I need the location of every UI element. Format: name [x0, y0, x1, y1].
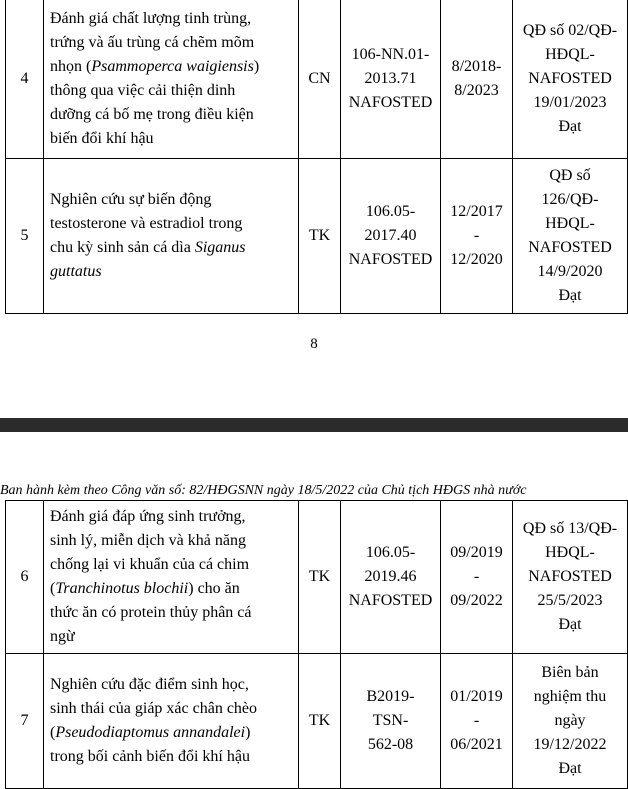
text-line: Đạt	[558, 117, 582, 135]
text-line: QĐ số	[549, 167, 591, 184]
text-segment: chu kỳ sinh sản cá dìa	[50, 239, 195, 256]
text-line: 106-NN.01-	[351, 45, 430, 63]
text-line: NAFOSTED	[528, 239, 612, 256]
text-line: HĐQL-	[545, 45, 595, 63]
scientific-name: guttatus	[50, 263, 102, 280]
page-number: 8	[310, 336, 318, 352]
text-line	[50, 625, 294, 649]
text-line: nghiệm thu	[533, 688, 607, 705]
text-segment: thông qua việc cải thiện dinh	[50, 81, 236, 99]
text-line	[50, 745, 294, 769]
text-line	[50, 553, 294, 577]
projects-table-bottom	[5, 500, 628, 789]
text-line	[50, 103, 294, 127]
text-line: 12/2017	[450, 203, 503, 220]
project-title	[44, 0, 299, 159]
role-cell: TK	[299, 654, 341, 789]
text-line: 19/12/2022	[533, 736, 607, 753]
project-period	[441, 0, 513, 159]
project-code	[341, 501, 441, 654]
text-line	[50, 721, 294, 745]
project-period	[441, 501, 513, 654]
text-line	[50, 79, 294, 103]
text-line: NAFOSTED	[528, 69, 612, 87]
text-line: Đạt	[558, 616, 582, 633]
page-header-note: Ban hành kèm theo Công văn số: 82/HĐGSNN ngày 18/5/2022 của Chủ tịch HĐGS nhà nước	[0, 483, 527, 498]
text-line	[50, 577, 294, 601]
text-line: 25/5/2023	[537, 592, 603, 609]
text-segment: Nghiên cứu sự biến động	[50, 191, 212, 208]
project-period	[441, 654, 513, 789]
text-line	[50, 260, 294, 284]
role-cell: CN	[299, 0, 341, 159]
text-line: NAFOSTED	[348, 251, 433, 268]
role-cell: TK	[299, 159, 341, 314]
text-line: 2017.40	[364, 227, 417, 244]
text-segment: (	[50, 724, 56, 741]
text-segment: trứng và ấu trùng cá chẽm mõm	[50, 33, 255, 51]
text-line: QĐ số 02/QĐ-	[522, 21, 618, 39]
text-line: 8/2018-	[451, 57, 502, 75]
text-segment: nhọn (	[50, 57, 92, 75]
row-number: 6	[6, 501, 44, 654]
table-row	[6, 159, 628, 314]
text-segment: Đánh giá chất lượng tinh trùng,	[50, 9, 252, 27]
table-row	[6, 654, 628, 789]
project-title	[44, 654, 299, 789]
text-segment: testosterone và estradiol trong	[50, 215, 243, 232]
text-segment: chống lại vi khuẩn của cá chim	[50, 556, 250, 573]
text-line: 09/2022	[450, 592, 503, 609]
text-line	[50, 55, 294, 79]
text-segment: ngừ	[50, 628, 75, 645]
text-line	[50, 127, 294, 151]
text-line: Biên bản	[541, 664, 599, 681]
text-line: 06/2021	[450, 736, 503, 753]
projects-table-top	[5, 0, 628, 314]
role-cell: TK	[299, 501, 341, 654]
text-line: Đạt	[558, 760, 582, 777]
acceptance-decision	[513, 0, 628, 159]
text-line: 126/QĐ-	[541, 191, 599, 208]
text-line: 2019.46	[364, 568, 417, 585]
text-line	[50, 7, 294, 31]
scientific-name: Siganus	[194, 239, 246, 256]
text-line: 2013.71	[364, 69, 417, 87]
text-line: -	[473, 227, 480, 244]
text-segment: ) cho ăn	[188, 580, 240, 597]
table-row	[6, 501, 628, 654]
text-segment: Đánh giá đáp ứng sinh trưởng,	[50, 508, 246, 525]
text-segment: biến đổi khí hậu	[50, 129, 154, 147]
text-line: -	[473, 568, 480, 585]
scientific-name: Pseudodiaptomus annandalei	[55, 724, 246, 741]
text-segment: trong bối cảnh biến đổi khí hậu	[50, 748, 250, 765]
row-number: 7	[6, 654, 44, 789]
text-line: QĐ số 13/QĐ-	[522, 520, 618, 537]
text-line: 8/2023	[454, 81, 499, 99]
text-line: 14/9/2020	[537, 263, 603, 280]
text-line	[50, 673, 294, 697]
text-line: -	[473, 712, 480, 729]
project-title	[44, 501, 299, 654]
text-line: NAFOSTED	[528, 568, 612, 585]
scientific-name: Psammoperca waigiensis	[91, 57, 254, 75]
text-segment: sinh thái của giáp xác chân chèo	[50, 700, 258, 717]
project-code	[341, 654, 441, 789]
text-line	[50, 212, 294, 236]
text-segment: thức ăn có protein thủy phân cá	[50, 604, 252, 621]
text-line	[50, 236, 294, 260]
text-line: HĐQL-	[545, 544, 595, 561]
text-segment: Nghiên cứu đặc điểm sinh học,	[50, 676, 249, 693]
text-line: NAFOSTED	[348, 93, 433, 111]
text-line: 01/2019	[450, 688, 503, 705]
acceptance-decision	[513, 159, 628, 314]
text-line: ngày	[554, 712, 586, 729]
text-line: 12/2020	[450, 251, 503, 268]
text-segment: (	[50, 580, 56, 597]
text-line	[50, 505, 294, 529]
text-line: 09/2019	[450, 544, 503, 561]
page-divider	[0, 418, 628, 432]
text-segment: )	[253, 57, 260, 75]
acceptance-decision	[513, 501, 628, 654]
text-line: 106.05-	[365, 544, 416, 561]
text-line: NAFOSTED	[348, 592, 433, 609]
acceptance-decision	[513, 654, 628, 789]
text-line: B2019-	[366, 688, 415, 705]
text-segment: )	[245, 724, 251, 741]
text-line	[50, 188, 294, 212]
table-row	[6, 0, 628, 159]
text-segment: sinh lý, miễn dịch và khả năng	[50, 532, 246, 549]
row-number: 4	[6, 0, 44, 159]
text-line	[50, 31, 294, 55]
text-line: 106.05-	[365, 203, 416, 220]
project-period	[441, 159, 513, 314]
project-title	[44, 159, 299, 314]
text-line: TSN-	[372, 712, 409, 729]
project-code	[341, 0, 441, 159]
scientific-name: Tranchinotus blochii	[55, 580, 189, 597]
row-number: 5	[6, 159, 44, 314]
text-segment: dưỡng cá bố mẹ trong điều kiện	[50, 105, 254, 123]
text-line: HĐQL-	[545, 215, 595, 232]
text-line	[50, 697, 294, 721]
text-line	[50, 529, 294, 553]
text-line: 562-08	[367, 736, 414, 753]
project-code	[341, 159, 441, 314]
text-line	[50, 601, 294, 625]
text-line: Đạt	[558, 287, 582, 304]
text-line: 19/01/2023	[533, 93, 607, 111]
